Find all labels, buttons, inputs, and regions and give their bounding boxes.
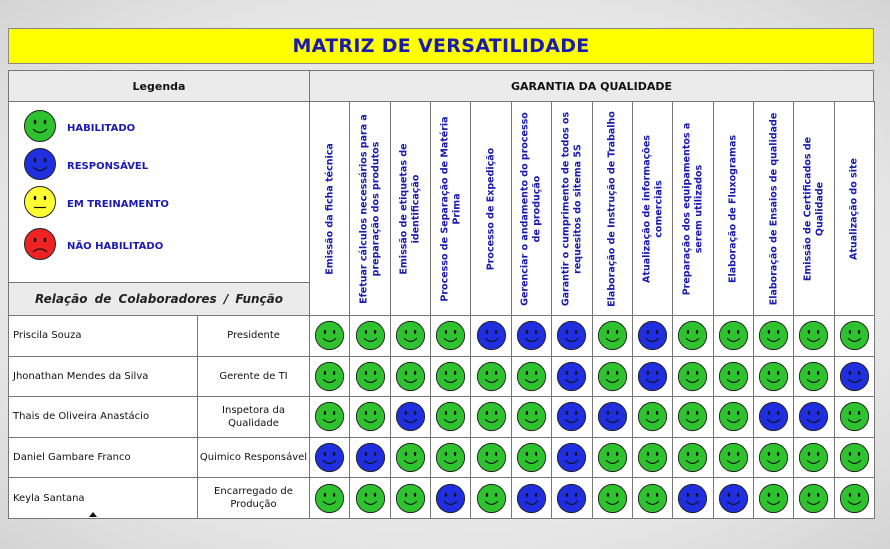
legend-face-icon bbox=[23, 109, 57, 147]
status-face-icon bbox=[390, 477, 431, 519]
task-header bbox=[793, 101, 834, 316]
employee-name: Jhonathan Mendes da Silva bbox=[8, 356, 198, 398]
status-face-icon bbox=[592, 356, 633, 398]
status-face-icon bbox=[430, 356, 471, 398]
status-face-icon bbox=[470, 477, 511, 519]
title-bar bbox=[8, 28, 874, 64]
task-label: Preparação dos equipamentos a serem utilizados bbox=[681, 122, 704, 295]
employee-role: Gerente de TI bbox=[197, 356, 310, 398]
status-face-icon bbox=[511, 356, 552, 398]
employee-role: Encarregado de Produção bbox=[197, 477, 310, 519]
status-face-icon bbox=[390, 315, 431, 357]
status-face-icon bbox=[349, 396, 390, 438]
status-face-icon bbox=[672, 396, 713, 438]
task-label: Emissão de etiquetas de identificação bbox=[398, 142, 422, 275]
legend-box bbox=[8, 101, 310, 283]
legend-face-icon bbox=[23, 185, 57, 223]
legend-item bbox=[23, 110, 136, 146]
status-face-icon bbox=[713, 477, 754, 519]
status-face-icon bbox=[551, 437, 592, 479]
task-header bbox=[834, 101, 875, 316]
status-face-icon bbox=[470, 396, 511, 438]
relation-header-text: Relação de Colaboradores / Função bbox=[34, 292, 283, 306]
status-face-icon bbox=[592, 477, 633, 519]
status-face-icon bbox=[753, 477, 794, 519]
task-header bbox=[753, 101, 794, 316]
status-face-icon bbox=[551, 396, 592, 438]
task-label: Processo de Expedição bbox=[485, 147, 497, 270]
status-face-icon bbox=[470, 356, 511, 398]
legend-face-icon bbox=[23, 227, 57, 265]
status-face-icon bbox=[793, 356, 834, 398]
employee-name: Priscila Souza bbox=[8, 315, 198, 357]
legend-item bbox=[23, 228, 164, 264]
status-face-icon bbox=[834, 437, 875, 479]
status-face-icon bbox=[390, 396, 431, 438]
status-face-icon bbox=[551, 315, 592, 357]
status-face-icon bbox=[834, 396, 875, 438]
status-face-icon bbox=[390, 437, 431, 479]
task-label: Atualização do site bbox=[848, 157, 860, 260]
status-face-icon bbox=[793, 396, 834, 438]
status-face-icon bbox=[713, 356, 754, 398]
status-face-icon bbox=[834, 477, 875, 519]
task-header bbox=[511, 101, 552, 316]
legend-item bbox=[23, 148, 149, 184]
status-face-icon bbox=[672, 477, 713, 519]
task-header bbox=[592, 101, 633, 316]
employee-role: Presidente bbox=[197, 315, 310, 357]
status-face-icon bbox=[430, 477, 471, 519]
status-face-icon bbox=[672, 315, 713, 357]
status-face-icon bbox=[430, 437, 471, 479]
status-face-icon bbox=[430, 315, 471, 357]
status-face-icon bbox=[430, 396, 471, 438]
status-face-icon bbox=[511, 396, 552, 438]
status-face-icon bbox=[632, 356, 673, 398]
matrix-title: MATRIZ DE VERSATILIDADE bbox=[292, 35, 590, 57]
status-face-icon bbox=[632, 437, 673, 479]
status-face-icon bbox=[349, 477, 390, 519]
status-face-icon bbox=[592, 437, 633, 479]
section-header-text: GARANTIA DA QUALIDADE bbox=[511, 79, 672, 93]
section-header bbox=[309, 70, 874, 102]
legend-face-icon bbox=[23, 147, 57, 185]
row-marker-icon bbox=[89, 512, 97, 517]
employee-name: Keyla Santana bbox=[8, 477, 198, 519]
task-label: Gerenciar o andamento do processo de produção bbox=[519, 111, 543, 306]
status-face-icon bbox=[592, 315, 633, 357]
relation-header bbox=[8, 282, 310, 316]
status-face-icon bbox=[753, 356, 794, 398]
status-face-icon bbox=[632, 396, 673, 438]
task-label: Processo de Separação de Matéria Prima bbox=[439, 115, 462, 302]
status-face-icon bbox=[713, 437, 754, 479]
task-label: Emissão da ficha técnica bbox=[323, 142, 335, 275]
task-label: Efetuar cálculos necessários para a preparação dos produtos bbox=[358, 113, 382, 304]
status-face-icon bbox=[349, 315, 390, 357]
task-header bbox=[632, 101, 673, 316]
task-header bbox=[470, 101, 511, 316]
status-face-icon bbox=[753, 396, 794, 438]
task-label: Atualização de informações comerciais bbox=[641, 134, 664, 283]
status-face-icon bbox=[672, 356, 713, 398]
task-label: Elaboração de Ensaios de qualidade bbox=[767, 112, 779, 305]
legend-header-text: Legenda bbox=[132, 79, 186, 93]
employee-name: Daniel Gambare Franco bbox=[8, 437, 198, 479]
status-face-icon bbox=[793, 477, 834, 519]
legend-item bbox=[23, 186, 169, 222]
status-face-icon bbox=[793, 437, 834, 479]
employee-name: Thais de Oliveira Anastácio bbox=[8, 396, 198, 438]
status-face-icon bbox=[834, 315, 875, 357]
legend-label: NÃO HABILITADO bbox=[67, 240, 164, 252]
status-face-icon bbox=[793, 315, 834, 357]
status-face-icon bbox=[470, 315, 511, 357]
status-face-icon bbox=[511, 477, 552, 519]
status-face-icon bbox=[309, 396, 350, 438]
employee-role: Inspetora da Qualidade bbox=[197, 396, 310, 438]
legend-label: HABILITADO bbox=[67, 122, 136, 134]
status-face-icon bbox=[309, 315, 350, 357]
status-face-icon bbox=[511, 437, 552, 479]
status-face-icon bbox=[632, 315, 673, 357]
task-label: Elaboração de Instrução de Trabalho bbox=[606, 110, 618, 307]
status-face-icon bbox=[713, 315, 754, 357]
status-face-icon bbox=[309, 356, 350, 398]
status-face-icon bbox=[551, 356, 592, 398]
status-face-icon bbox=[753, 437, 794, 479]
task-header bbox=[309, 101, 350, 316]
status-face-icon bbox=[834, 356, 875, 398]
legend-label: EM TREINAMENTO bbox=[67, 198, 169, 210]
status-face-icon bbox=[349, 437, 390, 479]
status-face-icon bbox=[632, 477, 673, 519]
task-header bbox=[390, 101, 431, 316]
status-face-icon bbox=[592, 396, 633, 438]
status-face-icon bbox=[309, 477, 350, 519]
status-face-icon bbox=[309, 437, 350, 479]
task-header bbox=[713, 101, 754, 316]
task-header bbox=[430, 101, 471, 316]
status-face-icon bbox=[390, 356, 431, 398]
task-label: Garantir o cumprimento de todos os requesitos do sitema 5S bbox=[560, 111, 583, 306]
status-face-icon bbox=[672, 437, 713, 479]
status-face-icon bbox=[470, 437, 511, 479]
task-label: Emissão de Certificados de Qualidade bbox=[802, 136, 825, 281]
task-header bbox=[672, 101, 713, 316]
task-label: Elaboração de Fluxogramas bbox=[727, 134, 739, 283]
legend-header bbox=[8, 70, 310, 102]
task-header bbox=[551, 101, 592, 316]
employee-role: Quimico Responsável bbox=[197, 437, 310, 479]
status-face-icon bbox=[349, 356, 390, 398]
status-face-icon bbox=[511, 315, 552, 357]
status-face-icon bbox=[713, 396, 754, 438]
task-header bbox=[349, 101, 390, 316]
legend-label: RESPONSÁVEL bbox=[67, 160, 149, 172]
status-face-icon bbox=[551, 477, 592, 519]
status-face-icon bbox=[753, 315, 794, 357]
